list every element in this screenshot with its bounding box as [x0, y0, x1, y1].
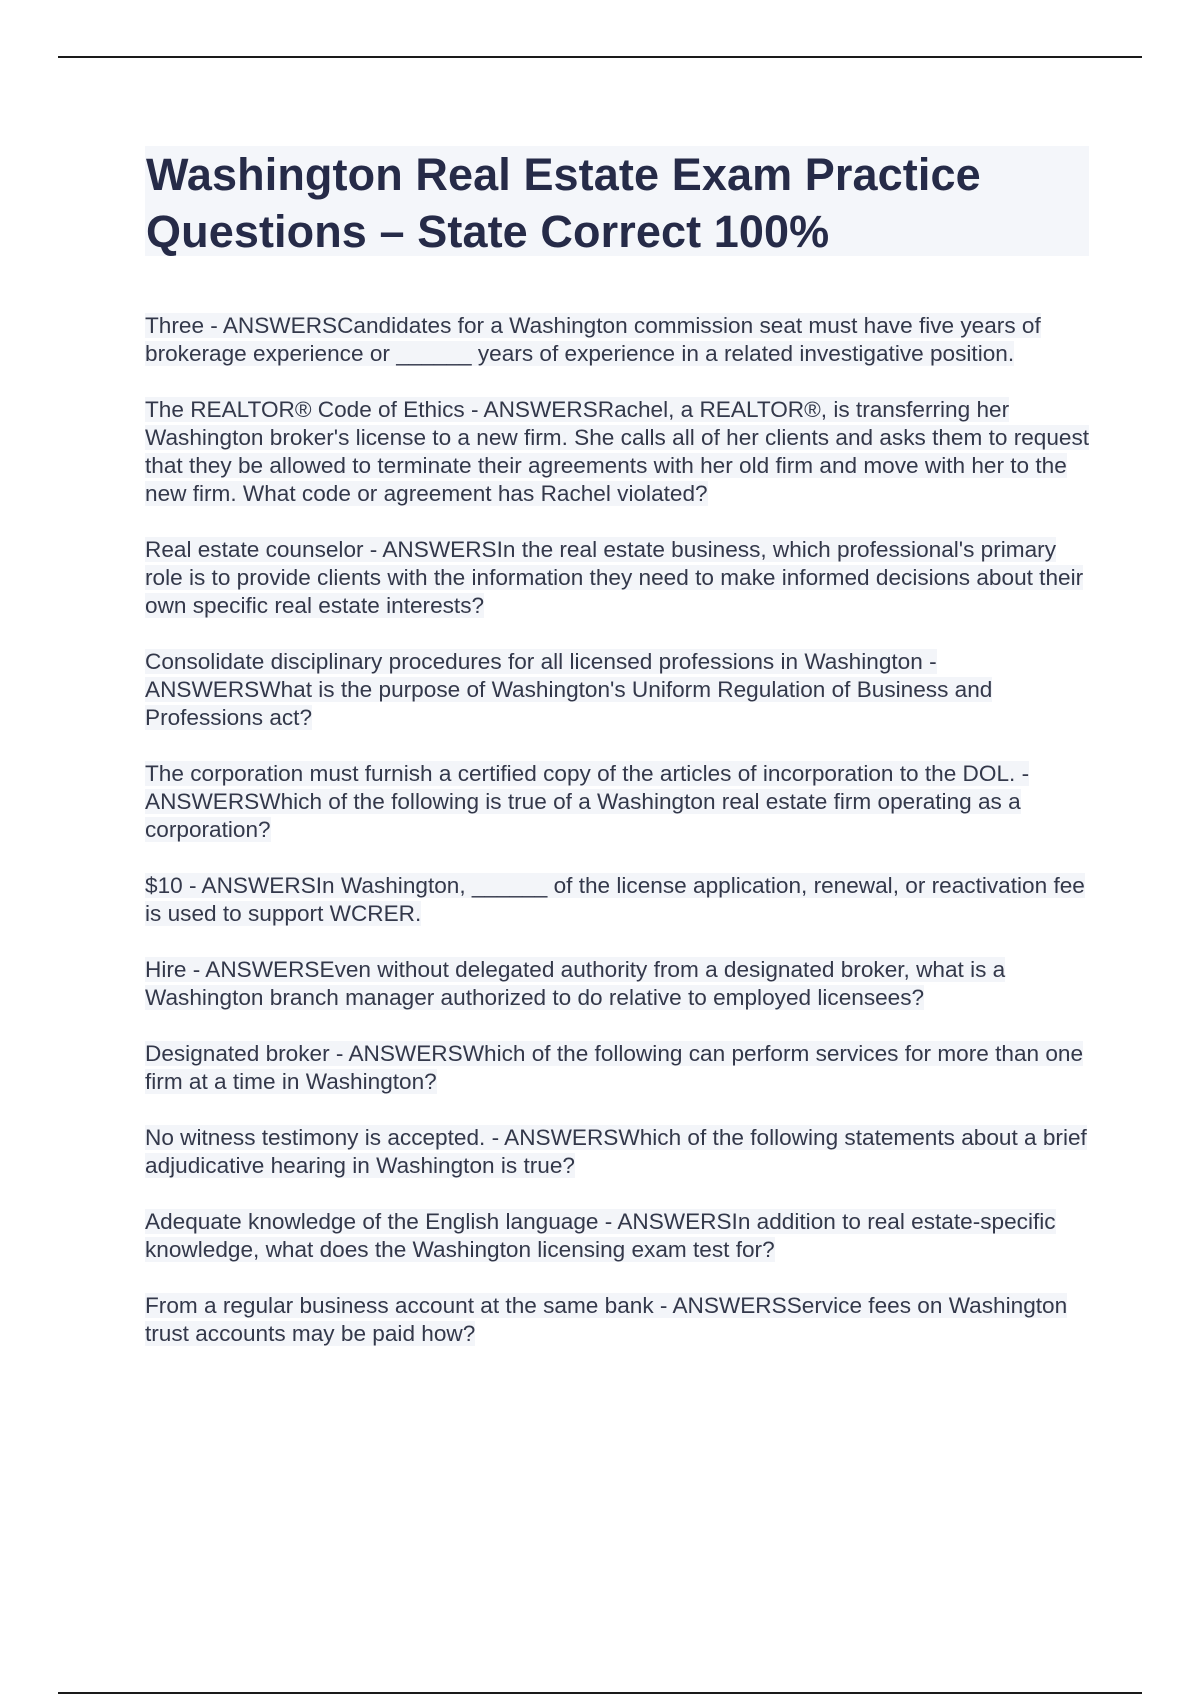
qa-item	[145, 648, 1095, 732]
qa-text: Three - ANSWERSCandidates for a Washington commission seat must have five years of brokerage experience or ______ years of experience in a related investigative position.	[145, 313, 1041, 366]
top-rule	[58, 56, 1142, 58]
qa-text: Hire - ANSWERSEven without delegated authority from a designated broker, what is a Washington branch manager authorized to do relative to employed licensees?	[145, 957, 1006, 1010]
qa-text: The REALTOR® Code of Ethics - ANSWERSRachel, a REALTOR®, is transferring her Washington broker's license to a new firm. She calls all of her clients and asks them to request that they be allowed to terminate their agreements with her old firm and move with her to the new firm. What code or agreement has Rachel violated?	[145, 397, 1090, 506]
qa-text: Designated broker - ANSWERSWhich of the following can perform services for more than one firm at a time in Washington?	[145, 1041, 1084, 1094]
qa-item	[145, 760, 1095, 844]
qa-item	[145, 396, 1095, 508]
qa-text: The corporation must furnish a certified copy of the articles of incorporation to the DOL. - ANSWERSWhich of the following is true of a Washington real estate firm operating as a corporation?	[145, 761, 1030, 842]
qa-item	[145, 956, 1095, 1012]
page-title: Washington Real Estate Exam Practice Questions – State Correct 100%	[146, 149, 981, 257]
qa-item	[145, 872, 1095, 928]
qa-item	[145, 312, 1095, 368]
qa-text: $10 - ANSWERSIn Washington, ______ of the license application, renewal, or reactivation fee is used to support WCRER.	[145, 873, 1085, 926]
qa-text: Adequate knowledge of the English language - ANSWERSIn addition to real estate-specific knowledge, what does the Washington licensing exam test for?	[145, 1209, 1056, 1262]
qa-text: Real estate counselor - ANSWERSIn the real estate business, which professional's primary role is to provide clients with the information they need to make informed decisions about their own specific real estate interests?	[145, 537, 1084, 618]
qa-list	[145, 312, 1095, 1376]
qa-text: Consolidate disciplinary procedures for all licensed professions in Washington - ANSWERSWhat is the purpose of Washington's Uniform Regulation of Business and Professions act?	[145, 649, 993, 730]
qa-item	[145, 1124, 1095, 1180]
bottom-rule	[58, 1692, 1142, 1694]
qa-text: From a regular business account at the same bank - ANSWERSService fees on Washington trust accounts may be paid how?	[145, 1293, 1068, 1346]
qa-item	[145, 1208, 1095, 1264]
qa-item	[145, 1292, 1095, 1348]
title-block	[145, 146, 1089, 256]
qa-text: No witness testimony is accepted. - ANSWERSWhich of the following statements about a brief adjudicative hearing in Washington is true?	[145, 1125, 1087, 1178]
qa-item	[145, 536, 1095, 620]
qa-item	[145, 1040, 1095, 1096]
